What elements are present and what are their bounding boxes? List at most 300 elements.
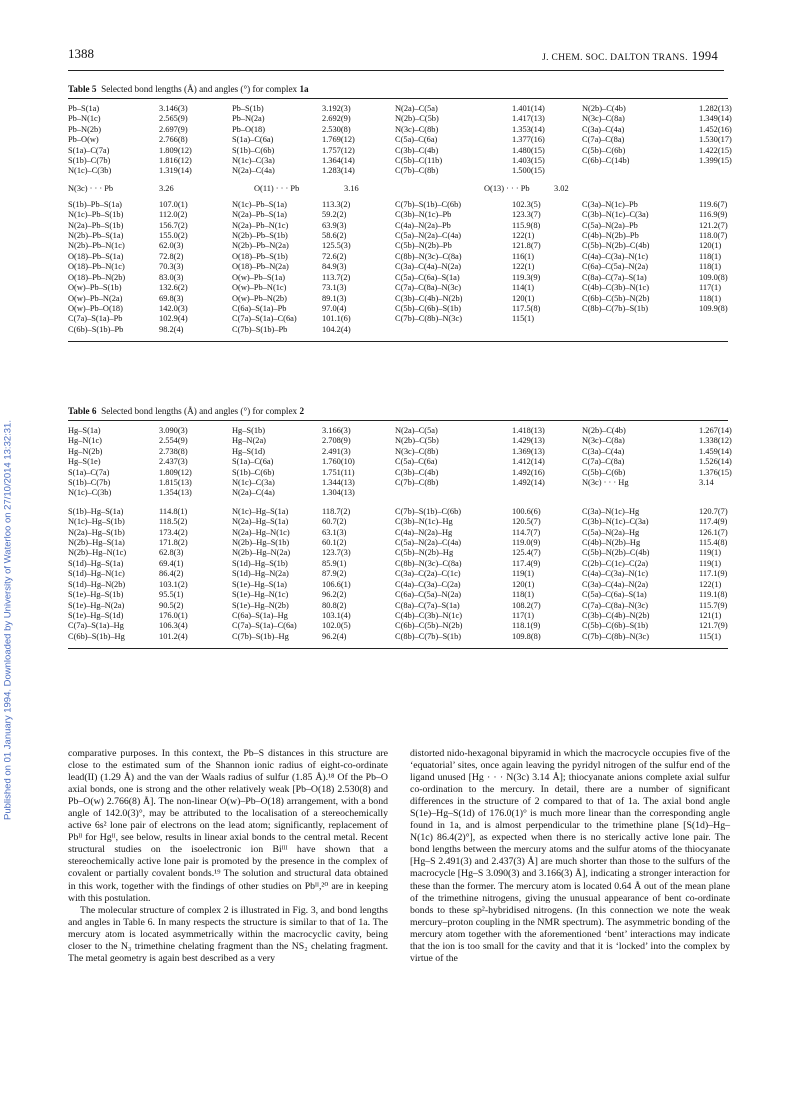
bond-label: N(1c)–Hg–S(1a) [232, 506, 289, 516]
bond-label: C(3a)–N(1c)–Pb [582, 199, 638, 209]
bond-label: N(1c)–C(3b) [68, 488, 112, 498]
bond-label: N(2a)–Hg–S(1a) [232, 517, 289, 527]
header-rule [68, 70, 724, 71]
contact-value: 3.26 [159, 183, 174, 193]
bond-label: C(3b)–C(4b) [395, 467, 439, 477]
bond-value: 1.429(13) [512, 436, 545, 446]
bond-value: 2.565(9) [159, 114, 188, 124]
bond-value: 123.3(7) [512, 210, 541, 220]
bond-label: S(1e)–Hg–N(1c) [232, 590, 289, 600]
bond-value: 2.766(8) [159, 135, 188, 145]
bond-label: N(2b)–Pb–N(1c) [68, 241, 125, 251]
bond-value: 85.9(1) [322, 558, 347, 568]
bond-label: N(1c)–C(3a) [232, 478, 275, 488]
bond-value: 1.344(13) [322, 478, 355, 488]
bond-value: 72.6(2) [322, 251, 347, 261]
bond-label [582, 488, 699, 498]
table-6-bond-lengths [68, 426, 732, 499]
bond-value: 156.7(2) [159, 220, 188, 230]
bond-label: C(5a)–N(2a)–C(4a) [395, 231, 462, 241]
table-6-caption: Table 6 Selected bond lengths (Å) and angles (°) for complex 2 [68, 406, 305, 416]
bond-label: N(2a)–C(4a) [232, 166, 275, 176]
bond-label: S(1d)–Hg–N(2a) [232, 569, 289, 579]
bond-label: C(5a)–C(6a) [395, 135, 438, 145]
bond-value: 1.376(15) [699, 467, 732, 477]
bond-value: 89.1(3) [322, 293, 347, 303]
bond-label: N(2a)–C(4a) [232, 488, 275, 498]
journal-name: J. CHEM. SOC. DALTON TRANS. [542, 53, 688, 63]
bond-label: C(7a)–C(8a) [582, 457, 625, 467]
bond-value [512, 325, 582, 335]
bond-value: 58.6(2) [322, 231, 347, 241]
bond-label: N(3c) · · · Hg [582, 478, 629, 488]
bond-label: C(3b)–C(4b) [395, 145, 439, 155]
bond-value: 106.3(4) [159, 621, 188, 631]
bond-label: S(1d)–Hg–N(2b) [68, 579, 126, 589]
bond-label: C(4b)–C(3b)–N(1c) [582, 283, 649, 293]
bond-label: O(18)–Pb–S(1a) [68, 251, 124, 261]
bond-label: S(1b)–Pb–S(1a) [68, 199, 122, 209]
bond-label: S(1b)–C(7b) [68, 478, 111, 488]
bond-label: C(6a)–S(1a)–Hg [232, 610, 288, 620]
bond-value: 1.760(10) [322, 457, 355, 467]
bond-value: 118.5(2) [159, 517, 188, 527]
bond-label: C(7b)–S(1b)–Hg [232, 631, 289, 641]
bond-value: 80.8(2) [322, 600, 347, 610]
bond-label: C(7a)–C(8a) [582, 135, 625, 145]
bond-value: 3.166(3) [322, 426, 351, 435]
bond-label [395, 325, 512, 335]
bond-label: O(18)–Pb–S(1b) [232, 251, 288, 261]
bond-value: 109.8(8) [512, 631, 541, 641]
bond-label: C(7b)–C(8b) [395, 478, 439, 488]
bond-label: C(3b)–N(1c)–Hg [395, 517, 453, 527]
bond-label: Hg–S(1b) [232, 426, 266, 435]
bond-value: 1.809(12) [159, 467, 192, 477]
bond-value: 118(1) [699, 262, 722, 272]
body-column-left [68, 748, 388, 965]
bond-value: 2.554(9) [159, 436, 188, 446]
bond-label: S(1d)–Hg–S(1b) [232, 558, 288, 568]
bond-label [582, 314, 699, 324]
bond-value: 2.437(3) [159, 457, 188, 467]
bond-value: 120(1) [699, 241, 722, 251]
bond-value: 59.2(2) [322, 210, 347, 220]
bond-label: C(4b)–N(2b)–Hg [582, 538, 641, 548]
bond-label: S(1e)–Hg–S(1a) [232, 579, 287, 589]
bond-value: 2.692(9) [322, 114, 351, 124]
bond-value: 116.9(9) [699, 210, 728, 220]
bond-label [582, 166, 699, 176]
bond-value: 115.4(8) [699, 538, 728, 548]
bond-value: 102.3(5) [512, 199, 541, 209]
bond-value: 113.7(2) [322, 272, 351, 282]
bond-label: C(6b)–C(5b)–N(2b) [582, 293, 650, 303]
bond-label: Pb–N(1c) [68, 114, 101, 124]
bond-value: 62.0(3) [159, 241, 184, 251]
bond-value: 1.364(14) [322, 156, 355, 166]
bond-label: Hg–S(1a) [68, 426, 101, 435]
bond-value: 122(1) [512, 262, 535, 272]
bond-label: C(4a)–N(2a)–Hg [395, 527, 453, 537]
bond-label: Pb–N(2a) [232, 114, 265, 124]
bond-value: 120(1) [512, 579, 535, 589]
bond-label: C(7a)–C(8a)–N(3c) [395, 283, 462, 293]
bond-value: 97.0(4) [322, 303, 347, 313]
table-6-top-rule [68, 420, 728, 421]
bond-label: C(5a)–N(2a)–C(4a) [395, 538, 462, 548]
table-6-bottom-rule [68, 648, 728, 649]
bond-label: Hg–N(2b) [68, 446, 103, 456]
bond-value: 117.4(9) [512, 558, 541, 568]
bond-value: 118.1(9) [512, 621, 541, 631]
bond-label: C(5b)–N(2b)–Pb [395, 241, 452, 251]
bond-label: N(1c)–Pb–S(1b) [68, 210, 124, 220]
bond-label: C(8b)–N(3c)–C(8a) [395, 558, 462, 568]
bond-value: 1.417(13) [512, 114, 545, 124]
bond-value: 119.1(8) [699, 590, 728, 600]
bond-label: C(5b)–C(6b)–S(1b) [395, 303, 462, 313]
bond-label: C(4b)–N(2b)–Pb [582, 231, 639, 241]
bond-value: 119(1) [699, 558, 722, 568]
bond-label: N(2a)–C(5a) [395, 104, 438, 113]
bond-value: 1.319(14) [159, 166, 192, 176]
page-number: 1388 [68, 46, 94, 61]
bond-value: 1.757(12) [322, 145, 355, 155]
bond-value: 1.353(14) [512, 124, 545, 134]
bond-label: S(1b)–C(7b) [68, 156, 111, 166]
bond-label: N(2b)–C(5b) [395, 114, 439, 124]
bond-value: 122(1) [699, 579, 722, 589]
paragraph: The molecular structure of complex 2 is illustrated in Fig. 3, and bond lengths and angles in Table 6. In many respects the structure is similar to that of 1a. The mercury atom is located asymmetrically within the macrocyclic cavity, being closer to the N₃ trimethine chelating fragment than the NS₂ chelating fragment. The metal geometry is again best described as a very [68, 904, 388, 964]
bond-label: C(7b)–C(8b) [395, 166, 439, 176]
bond-value: 1.304(13) [322, 488, 355, 498]
bond-value: 69.8(3) [159, 293, 184, 303]
bond-value: 1.492(14) [512, 478, 545, 488]
bond-value [512, 488, 582, 498]
bond-label: C(7a)–C(8a)–N(3c) [582, 600, 649, 610]
bond-label: N(2b)–Pb–N(2a) [232, 241, 289, 251]
bond-value: 155.0(2) [159, 231, 188, 241]
bond-value: 1.769(12) [322, 135, 355, 145]
bond-value: 123.7(3) [322, 548, 351, 558]
bond-value: 118.7(2) [322, 506, 351, 516]
table-5-bond-lengths [68, 104, 732, 177]
bond-label: C(6b)–S(1b)–Hg [68, 631, 125, 641]
bond-label: C(8a)–C(7a)–S(1a) [395, 600, 460, 610]
bond-label: C(7a)–S(1a)–C(6a) [232, 621, 297, 631]
bond-value: 109.9(8) [699, 303, 728, 313]
bond-value [699, 166, 747, 176]
bond-label: C(4a)–C(3a)–N(1c) [582, 251, 649, 261]
bond-label: S(1b)–Hg–S(1a) [68, 506, 124, 516]
bond-label: C(7b)–C(8b)–N(3c) [582, 631, 649, 641]
bond-label: C(3a)–C(4a) [582, 446, 625, 456]
bond-value: 118(1) [512, 590, 535, 600]
bond-label: C(6a)–S(1a)–Pb [232, 303, 287, 313]
bond-label: C(7a)–S(1a)–C(6a) [232, 314, 297, 324]
bond-value: 90.5(2) [159, 600, 184, 610]
bond-value: 121.7(9) [699, 621, 728, 631]
bond-value: 86.4(2) [159, 569, 184, 579]
bond-value: 70.3(3) [159, 262, 184, 272]
bond-label: C(4a)–C(3a)–C(2a) [395, 579, 461, 589]
bond-value: 118(1) [699, 293, 722, 303]
bond-value: 120.5(7) [512, 517, 541, 527]
bond-label: C(5b)–N(2b)–C(4b) [582, 241, 650, 251]
bond-label: C(3b)–C(4b)–N(2b) [582, 610, 650, 620]
bond-value: 120(1) [512, 293, 535, 303]
bond-label: C(8a)–C(7a)–S(1a) [582, 272, 647, 282]
bond-label: Pb–S(1b) [232, 104, 264, 113]
bond-value: 121.8(7) [512, 241, 541, 251]
bond-value: 103.1(2) [159, 579, 188, 589]
bond-value: 96.2(4) [322, 631, 347, 641]
bond-label: C(3b)–N(1c)–Pb [395, 210, 452, 220]
bond-label: O(w)–Pb–S(1a) [232, 272, 286, 282]
bond-value: 60.7(2) [322, 517, 347, 527]
bond-value: 115(1) [512, 314, 535, 324]
bond-label: C(5b)–N(2b)–C(4b) [582, 548, 650, 558]
bond-label: Hg–N(1c) [68, 436, 102, 446]
bond-value: 1.282(13) [699, 104, 732, 113]
table-6-bond-angles [68, 507, 728, 642]
bond-value: 115.9(8) [512, 220, 541, 230]
bond-label: N(1c)–Pb–S(1a) [232, 199, 287, 209]
bond-label: C(7b)–S(1b)–C(6b) [395, 199, 462, 209]
bond-label: N(2b)–C(4b) [582, 426, 626, 435]
bond-label: C(5a)–C(6a)–S(1a) [582, 590, 647, 600]
bond-value: 1.452(16) [699, 124, 732, 134]
bond-label: S(1a)–C(6a) [232, 457, 274, 467]
bond-value: 122(1) [512, 231, 535, 241]
bond-value: 1.809(12) [159, 145, 192, 155]
paragraph: comparative purposes. In this context, the Pb–S distances in this structure are close to the estimated sum of the Shannon ionic radius of eight-co-ordinate lead(II) (1.29 Å) and the van der Waals radius of sulfur (1.85 Å).¹⁸ Of the Pb–O axial bonds, one is strong and the other relatively weak [Pb–O(18) 2.530(8) and Pb–O(w) 2.766(8) Å]. The non-linear O(w)–Pb–O(18) arrangement, with a bond angle of 142.0(3)°, may be attributed to the localisation of a stereochemically active 6s² lone pair of electrons on the lead atom; significantly, replacement of Pbᴵᴵ for Hgᴵᴵ, see below, results in linear axial bonds to the central metal. Recent structural studies on the isoelectronic ion Biᴵᴵᴵ have shown that a stereochemically active lone pair is promoted by the presence in the complex of covalent or partially covalent bonds.¹⁹ The solution and structural data obtained in this work, together with the findings of other studies on Pbᴵᴵ,²⁰ are in keeping with this postulation. [68, 748, 388, 904]
bond-value: 1.500(15) [512, 166, 545, 176]
bond-value [699, 325, 747, 335]
bond-label: Hg–N(2a) [232, 436, 266, 446]
bond-label [582, 325, 699, 335]
bond-value: 117.1(9) [699, 569, 728, 579]
bond-value: 102.0(5) [322, 621, 351, 631]
body-column-right [410, 748, 730, 965]
bond-value: 118(1) [699, 251, 722, 261]
bond-value: 118.0(7) [699, 231, 728, 241]
bond-label: C(3a)–C(4a)–N(2a) [395, 262, 462, 272]
bond-value: 2.530(8) [322, 124, 351, 134]
bond-value: 100.6(6) [512, 506, 541, 516]
bond-label: C(7a)–S(1a)–Pb [68, 314, 123, 324]
bond-value: 176.0(1) [159, 610, 188, 620]
running-header [542, 49, 718, 64]
bond-value: 1.418(13) [512, 426, 545, 435]
bond-label: C(6b)–C(14b) [582, 156, 630, 166]
bond-label: N(1c)–C(3a) [232, 156, 275, 166]
table-5-top-rule [68, 98, 728, 99]
bond-label: C(6a)–C(5a)–N(2a) [395, 590, 462, 600]
bond-value: 62.8(3) [159, 548, 184, 558]
bond-label: C(8b)–C(7b)–S(1b) [582, 303, 649, 313]
bond-label: O(w)–Pb–N(2b) [232, 293, 287, 303]
bond-value: 1.480(15) [512, 145, 545, 155]
bond-value: 142.0(3) [159, 303, 188, 313]
table-5-bottom-rule [68, 341, 728, 342]
bond-label: C(5a)–C(6a)–S(1a) [395, 272, 460, 282]
bond-label: C(6b)–C(5b)–N(2b) [395, 621, 463, 631]
contact-label: O(13) · · · Pb [484, 183, 530, 193]
bond-value: 96.2(2) [322, 590, 347, 600]
table-6 [68, 406, 732, 654]
bond-value: 101.1(6) [322, 314, 351, 324]
bond-label: S(1a)–C(6a) [232, 135, 274, 145]
bond-value: 1.530(17) [699, 135, 732, 145]
bond-value: 1.349(14) [699, 114, 732, 124]
bond-value: 1.492(16) [512, 467, 545, 477]
bond-value: 2.738(8) [159, 446, 188, 456]
bond-label: C(5b)–C(11b) [395, 156, 443, 166]
bond-value: 95.5(1) [159, 590, 184, 600]
bond-value: 107.0(1) [159, 199, 188, 209]
bond-value: 102.9(4) [159, 314, 188, 324]
table-5-contacts [68, 184, 728, 193]
bond-label: Hg–S(1e) [68, 457, 101, 467]
bond-value: 1.399(15) [699, 156, 732, 166]
bond-label: O(18)–Pb–N(1c) [68, 262, 125, 272]
bond-label: S(1a)–C(7a) [68, 467, 110, 477]
bond-label: C(5b)–C(6b) [582, 145, 626, 155]
bond-value: 114(1) [512, 283, 535, 293]
bond-label: S(1b)–C(6b) [232, 145, 275, 155]
bond-label: O(18)–Pb–N(2b) [68, 272, 126, 282]
bond-label: S(1e)–Hg–N(2b) [232, 600, 289, 610]
bond-value: 60.1(2) [322, 538, 347, 548]
bond-value: 63.1(3) [322, 527, 347, 537]
bond-label: N(2a)–Pb–S(1b) [68, 220, 124, 230]
bond-value: 1.526(14) [699, 457, 732, 467]
bond-value: 1.369(13) [512, 446, 545, 456]
bond-value: 117.5(8) [512, 303, 541, 313]
table-5-bond-angles [68, 200, 728, 335]
bond-value: 125.5(3) [322, 241, 351, 251]
bond-value: 3.090(3) [159, 426, 188, 435]
bond-label: Pb–O(18) [232, 124, 266, 134]
bond-label: O(18)–Pb–N(2a) [232, 262, 289, 272]
contact-value: 3.02 [554, 183, 569, 193]
contact-label: O(11) · · · Pb [254, 183, 300, 193]
contact-label: N(3c) · · · Pb [68, 183, 114, 193]
bond-value: 1.412(14) [512, 457, 545, 467]
bond-label: C(5b)–C(6b)–S(1b) [582, 621, 649, 631]
bond-value: 1.267(14) [699, 426, 732, 435]
bond-label: N(2b)–Pb–S(1a) [68, 231, 124, 241]
bond-label: N(3c)–C(8a) [582, 436, 625, 446]
bond-value: 72.8(2) [159, 251, 184, 261]
bond-value: 119.6(7) [699, 199, 728, 209]
bond-label: O(w)–Pb–N(2a) [68, 293, 123, 303]
bond-value: 1.377(16) [512, 135, 545, 145]
bond-value: 1.283(14) [322, 166, 355, 176]
bond-label: C(5a)–N(2a)–Hg [582, 527, 640, 537]
download-watermark: Published on 01 January 1994. Downloaded by University of Waterloo on 27/10/2014 13:32:31. [2, 420, 14, 820]
bond-value: 112.0(2) [159, 210, 188, 220]
bond-label: N(2b)–Hg–N(1c) [68, 548, 127, 558]
bond-value: 3.14 [699, 478, 714, 488]
bond-label: S(1e)–Hg–S(1d) [68, 610, 124, 620]
contact-value: 3.16 [344, 183, 359, 193]
bond-label: C(2b)–C(1c)–C(2a) [582, 558, 649, 568]
bond-label: C(3a)–C(4a) [582, 124, 625, 134]
bond-value: 1.401(14) [512, 104, 545, 113]
bond-label: N(2a)–Hg–S(1b) [68, 527, 125, 537]
bond-value: 113.3(2) [322, 199, 351, 209]
bond-label: C(8b)–N(3c)–C(8a) [395, 251, 462, 261]
bond-label: N(2b)–C(4b) [582, 104, 626, 113]
bond-label: C(4a)–N(2a)–Pb [395, 220, 451, 230]
bond-value: 3.146(3) [159, 104, 188, 113]
bond-label: Pb–O(w) [68, 135, 99, 145]
bond-value: 115(1) [699, 631, 722, 641]
bond-value: 115.7(9) [699, 600, 728, 610]
bond-label: S(1d)–Hg–S(1a) [68, 558, 124, 568]
bond-label: N(2a)–Pb–S(1a) [232, 210, 287, 220]
bond-label: N(3c)–C(8b) [395, 446, 439, 456]
bond-value: 117(1) [699, 283, 722, 293]
bond-value: 1.815(13) [159, 478, 192, 488]
bond-value: 1.459(14) [699, 446, 732, 456]
bond-label: C(6a)–C(5a)–N(2a) [582, 262, 649, 272]
bond-label: N(2b)–Hg–N(2a) [232, 548, 291, 558]
bond-value: 120.7(7) [699, 506, 728, 516]
bond-value: 117.4(9) [699, 517, 728, 527]
bond-label: C(5a)–N(2a)–Pb [582, 220, 638, 230]
bond-label: S(1b)–C(6b) [232, 467, 275, 477]
bond-label: C(5b)–N(2b)–Hg [395, 548, 454, 558]
bond-value: 106.6(1) [322, 579, 351, 589]
bond-label: N(1c)–Hg–S(1b) [68, 517, 125, 527]
bond-label: C(4a)–C(3a)–N(1c) [582, 569, 649, 579]
bond-label: C(3a)–N(1c)–Hg [582, 506, 640, 516]
bond-value: 126.1(7) [699, 527, 728, 537]
bond-value: 114.8(1) [159, 506, 188, 516]
bond-value: 121.2(7) [699, 220, 728, 230]
bond-value: 119.0(9) [512, 538, 541, 548]
bond-label: S(1e)–Hg–N(2a) [68, 600, 125, 610]
paragraph: distorted nido-hexagonal bipyramid in which the macrocycle occupies five of the ‘equatorial’ sites, once again leaving the pyridyl nitrogen of the sulfur end of the ligand unused [Hg · · · N(3c) 3.14 Å]; thiocyanate anions complete axial sulfur co-ordination to the mercury. In detail, there are a number of significant differences in the structure of 2 compared to that of 1a. The axial bond angle S(1e)–Hg–S(1d) of 176.0(1)° is much more linear than the corresponding angle found in 1a, and is almost perpendicular to the trimethine plane [S(1d)–Hg–N(1c) 86.4(2)°], as expected when there is no sterically active lone pair. The bond lengths between the mercury atoms and the sulfur atoms of the thiocyanate [Hg–S 2.491(3) and 2.437(3) Å] are much shorter than those to the sulfurs of the macrocycle [Hg–S 3.090(3) and 3.166(3) Å], indicating a stronger interaction for these than the former. The mercury atom is located 0.64 Å out of the mean plane of the trimethine nitrogens, giving the unusual appearance of bent co-ordinate bonds to these sp²-hybridised nitrogens. (In this connection we note the weak mercury–proton coupling in the NMR spectrum). The asymmetric bonding of the mercury atom together with the aforementioned ‘bent’ interactions may indicate that the ion is too small for the cavity and that it is ‘locked’ into the complex by virtue of the [410, 748, 730, 964]
bond-value: 2.491(3) [322, 446, 351, 456]
bond-value: 1.751(11) [322, 467, 355, 477]
bond-value: 69.4(1) [159, 558, 184, 568]
table-5-caption: Table 5 Selected bond lengths (Å) and angles (°) for complex 1a [68, 84, 309, 94]
bond-label: N(2a)–Pb–N(1c) [232, 220, 289, 230]
bond-value: 121(1) [699, 610, 722, 620]
bond-value: 1.403(15) [512, 156, 545, 166]
bond-label: C(7b)–S(1b)–Pb [232, 324, 288, 334]
bond-value: 104.2(4) [322, 324, 351, 334]
bond-label: C(5a)–C(6a) [395, 457, 438, 467]
bond-value: 103.1(4) [322, 610, 351, 620]
bond-value: 125.4(7) [512, 548, 541, 558]
bond-value: 117(1) [512, 610, 535, 620]
bond-label: N(1c)–C(3b) [68, 166, 112, 176]
bond-value: 2.697(9) [159, 124, 188, 134]
bond-label: O(w)–Pb–O(18) [68, 303, 123, 313]
bond-label: C(5b)–C(6b) [582, 467, 626, 477]
bond-value: 3.192(3) [322, 104, 351, 113]
bond-label: N(2b)–C(5b) [395, 436, 439, 446]
bond-value: 84.9(3) [322, 262, 347, 272]
bond-label: C(3b)–N(1c)–C(3a) [582, 210, 649, 220]
bond-value: 1.422(15) [699, 145, 732, 155]
